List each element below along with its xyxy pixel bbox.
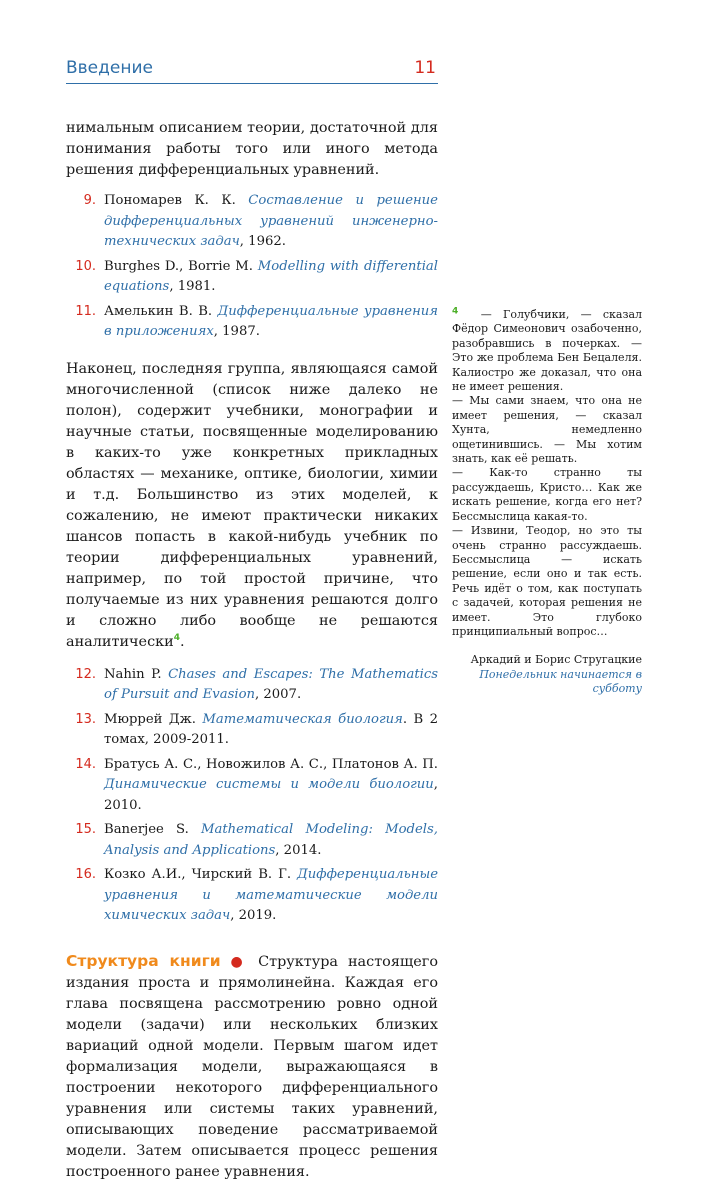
attribution-author: Аркадий и Борис Стругацкие — [470, 653, 642, 667]
reference-item — [66, 665, 438, 706]
middle-paragraph-text: Наконец, последняя группа, являющаяся самой многочисленной (список ниже далеко не полон), содержит учебники, монографии и научные статьи, посвященные моделированию в каких-то уже конкретных прикладных областях — механике, оптике, биологии, химии и т.д. Большинство из этих моделей, к сожалению, не имеют практически никаких шансов попасть в какой-нибудь учебник по теории дифференциальных уравнений, например, по той простой причине, что получаемые из них уравнения решаются долго и сложно либо вообще не решаются аналитически — [66, 360, 438, 650]
reference-number: 13. — [75, 711, 96, 727]
intro-paragraph: нимальным описанием теории, достаточной для понимания работы того или иного метода решения дифференциальных уравнений. — [66, 120, 438, 178]
running-header — [66, 58, 438, 84]
reference-authors: Banerjee S. — [104, 822, 201, 837]
middle-paragraph-end: . — [179, 633, 185, 650]
header-rule — [66, 83, 438, 84]
reference-title-link[interactable]: Дифференциальные уравнения в приложениях — [104, 303, 438, 339]
reference-title-link[interactable]: Математическая биология — [202, 711, 403, 727]
reference-tail: , 1981. — [169, 279, 216, 294]
reference-list-second — [66, 665, 438, 927]
sidenote-first-line — [452, 308, 642, 394]
footnote-marker[interactable]: 4 — [173, 632, 180, 643]
structure-text: Структура настоящего издания проста и прямолинейна. Каждая его глава посвящена рассмотрению ровно одной модели (задачи) или нескольких близких вариаций одной модели. Первым шагом идет формализация модели, выражающаяся в построении некоторого дифференциального уравнения или системы таких уравнений, описывающих поведение рассматриваемой модели. Затем описывается процесс решения построенного ранее уравнения. — [66, 953, 438, 1180]
reference-tail: , 1987. — [213, 324, 260, 339]
reference-list-first — [66, 191, 438, 343]
sidenote — [452, 308, 642, 697]
reference-tail: , 1962. — [239, 234, 286, 249]
sidenote-line: — Мы сами знаем, что она не имеет решения, — сказал Хунта, немедленно ощетинившись. — Мы хотим знать, как её решать. — [452, 394, 642, 466]
reference-number: 15. — [75, 822, 96, 837]
reference-item — [66, 710, 438, 751]
middle-paragraph — [66, 359, 438, 653]
main-column — [66, 118, 438, 1183]
reference-title-link[interactable]: Дифференциальные уравнения и математические модели химических задач — [104, 867, 438, 923]
reference-title-link[interactable]: Mathematical Modeling: Models, Analysis and Applications — [104, 822, 438, 858]
reference-title-link[interactable]: Составление и решение дифференциальных уравнений инженерно-технических задач — [104, 193, 438, 249]
reference-item — [66, 302, 438, 343]
section-title: Введение — [66, 58, 153, 78]
sidenote-line: — Как-то странно ты рассуждаешь, Кристо… Как же искать решение, когда его нет? Бессмыслица какая-то. — [452, 466, 642, 523]
sidenote-marker: 4 — [452, 306, 459, 317]
reference-tail: , 2010. — [104, 777, 438, 813]
reference-title-link[interactable]: Динамические системы и модели биологии — [104, 777, 434, 792]
bullet-icon: ● — [230, 953, 249, 970]
reference-item — [66, 257, 438, 298]
sidenote-attribution — [452, 653, 642, 696]
reference-authors: Братусь А. С., Новожилов А. С., Платонов А. П. — [104, 756, 438, 772]
reference-tail: , 2014. — [275, 842, 322, 858]
reference-title-link[interactable]: Modelling with differential equations — [104, 258, 438, 294]
reference-authors: Burghes D., Borrie M. — [104, 258, 258, 274]
reference-number: 16. — [75, 867, 96, 882]
reference-item — [66, 191, 438, 253]
reference-authors: Козко А.И., Чирский В. Г. — [104, 867, 298, 882]
sidenote-text: — Голубчики, — сказал Фёдор Симеонович озабоченно, разобравшись в почерках. — Это же проблема Бен Бецалеля. Калиостро же доказал, что она не имеет решения. — [452, 308, 642, 394]
page-number: 11 — [414, 58, 436, 78]
reference-number: 12. — [75, 666, 96, 682]
reference-number: 11. — [75, 303, 96, 319]
reference-tail: , 2019. — [230, 908, 277, 923]
reference-item — [66, 755, 438, 817]
reference-authors: Пономарев К. К. — [104, 193, 249, 208]
reference-number: 14. — [75, 756, 96, 772]
attribution-book-link[interactable]: Понедельник начинается в субботу — [479, 667, 642, 696]
reference-number: 10. — [75, 258, 96, 274]
sidenote-line: — Извини, Теодор, но это ты очень странно рассуждаешь. Бессмыслица — искать решение, если оно и так есть. Речь идёт о том, как поступать с задачей, которая решения не имеет. Это глубоко принципиальный вопрос… — [452, 524, 642, 638]
reference-number: 9. — [83, 193, 96, 208]
reference-title-link[interactable]: Chases and Escapes: The Mathematics of Pursuit and Evasion — [104, 666, 438, 702]
reference-item — [66, 820, 438, 861]
reference-authors: Мюррей Дж. — [104, 711, 203, 727]
reference-authors: Амелькин В. В. — [104, 303, 218, 319]
reference-tail: , 2007. — [255, 687, 302, 702]
structure-heading: Структура книги — [66, 951, 221, 970]
reference-item — [66, 865, 438, 927]
reference-authors: Nahin P. — [104, 666, 169, 682]
structure-paragraph — [66, 951, 438, 1183]
reference-tail: . В 2 томах, 2009-2011. — [104, 711, 438, 747]
